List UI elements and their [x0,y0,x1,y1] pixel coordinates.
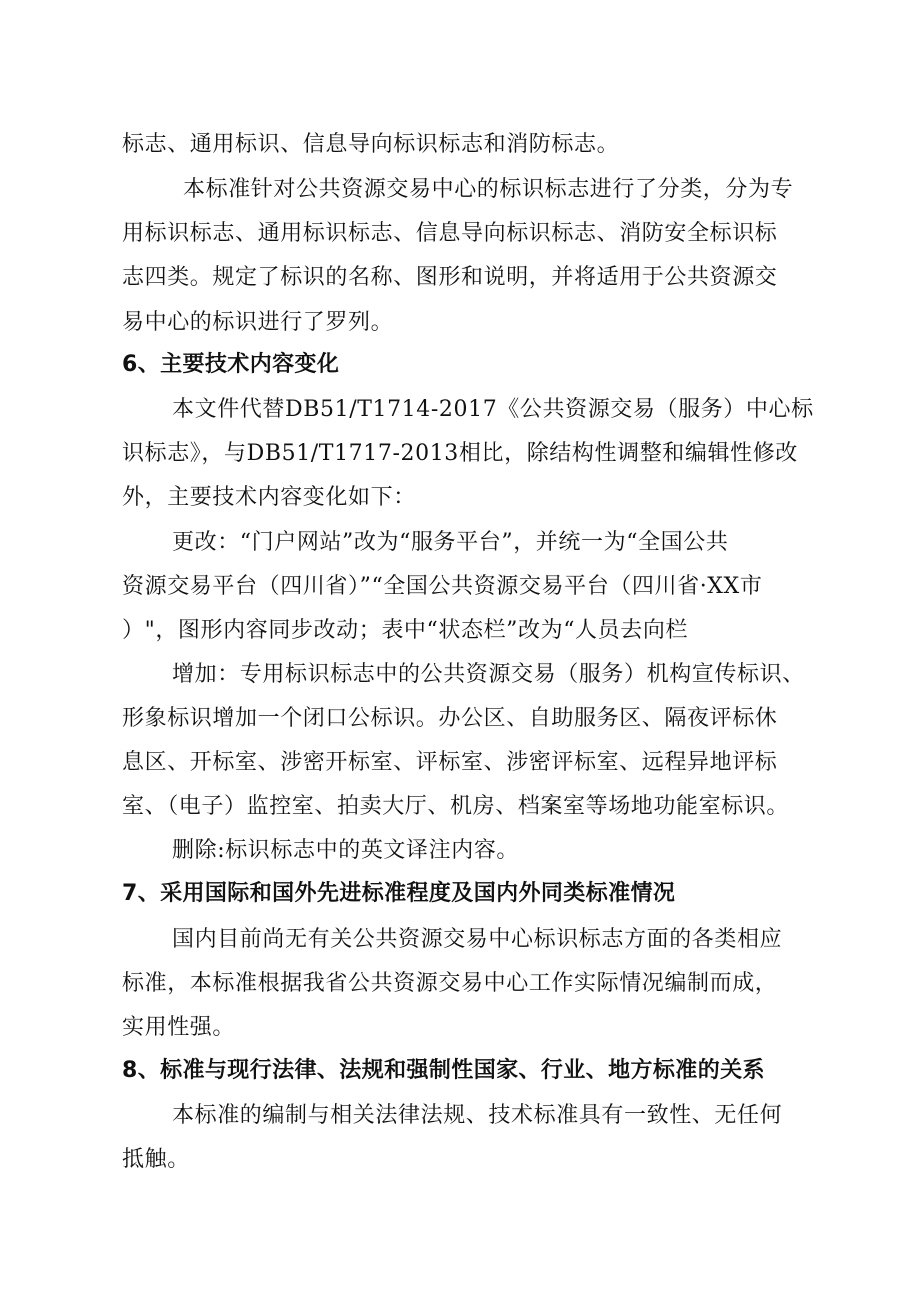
section-heading-6: 6、主要技术内容变化 [122,352,340,377]
text-line: ）"，图形内容同步改动；表中“状态栏”改为“人员去向栏 [122,618,689,643]
text-line: 室、（电子）监控室、拍卖大厅、机房、档案室等场地功能室标识。 [122,794,790,819]
section-heading-8: 8、标准与现行法律、法规和强制性国家、行业、地方标准的关系 [122,1058,765,1083]
section-heading-7: 7、采用国际和国外先进标准程度及国内外同类标准情况 [122,881,676,906]
text-line: 标志、通用标识、信息导向标识标志和消防标志。 [122,132,620,157]
text-line: 外，主要技术内容变化如下： [122,485,416,510]
text-line: 更改：“门户网站”改为“服务平台”，并统一为“全国公共 [172,530,729,555]
text-line: 本标准针对公共资源交易中心的标识标志进行了分类，分为专 [183,177,794,202]
text-line: 标准，本标准根据我省公共资源交易中心工作实际情况编制而成， [122,971,778,996]
text-line: 形象标识增加一个闭口公标识。办公区、自助服务区、隔夜评标休 [122,706,778,731]
text-line: 本文件代替DB51/T1714-2017《公共资源交易（服务）中心标 [172,397,814,422]
text-line: 志四类。规定了标识的名称、图形和说明，并将适用于公共资源交 [122,265,778,290]
text-line: 本标准的编制与相关法律法规、技术标准具有一致性、无任何 [172,1103,783,1128]
text-line: 增加：专用标识标志中的公共资源交易（服务）机构宣传标识、 [172,662,805,687]
text-line: 资源交易平台（四川省）”“全国公共资源交易平台（四川省·XX市 [122,574,763,599]
text-line: 识标志》，与DB51/T1717-2013相比，除结构性调整和编辑性修改 [122,441,798,466]
text-line: 实用性强。 [122,1015,236,1040]
text-line: 用标识标志、通用标识标志、信息导向标识标志、消防安全标识标 [122,221,778,246]
text-line: 抵触。 [122,1147,190,1172]
text-line: 易中心的标识进行了罗列。 [122,310,394,335]
text-line: 息区、开标室、涉密开标室、评标室、涉密评标室、远程异地评标 [122,750,778,775]
text-line: 国内目前尚无有关公共资源交易中心标识标志方面的各类相应 [172,927,783,952]
text-line: 删除:标识标志中的英文译注内容。 [172,838,520,863]
